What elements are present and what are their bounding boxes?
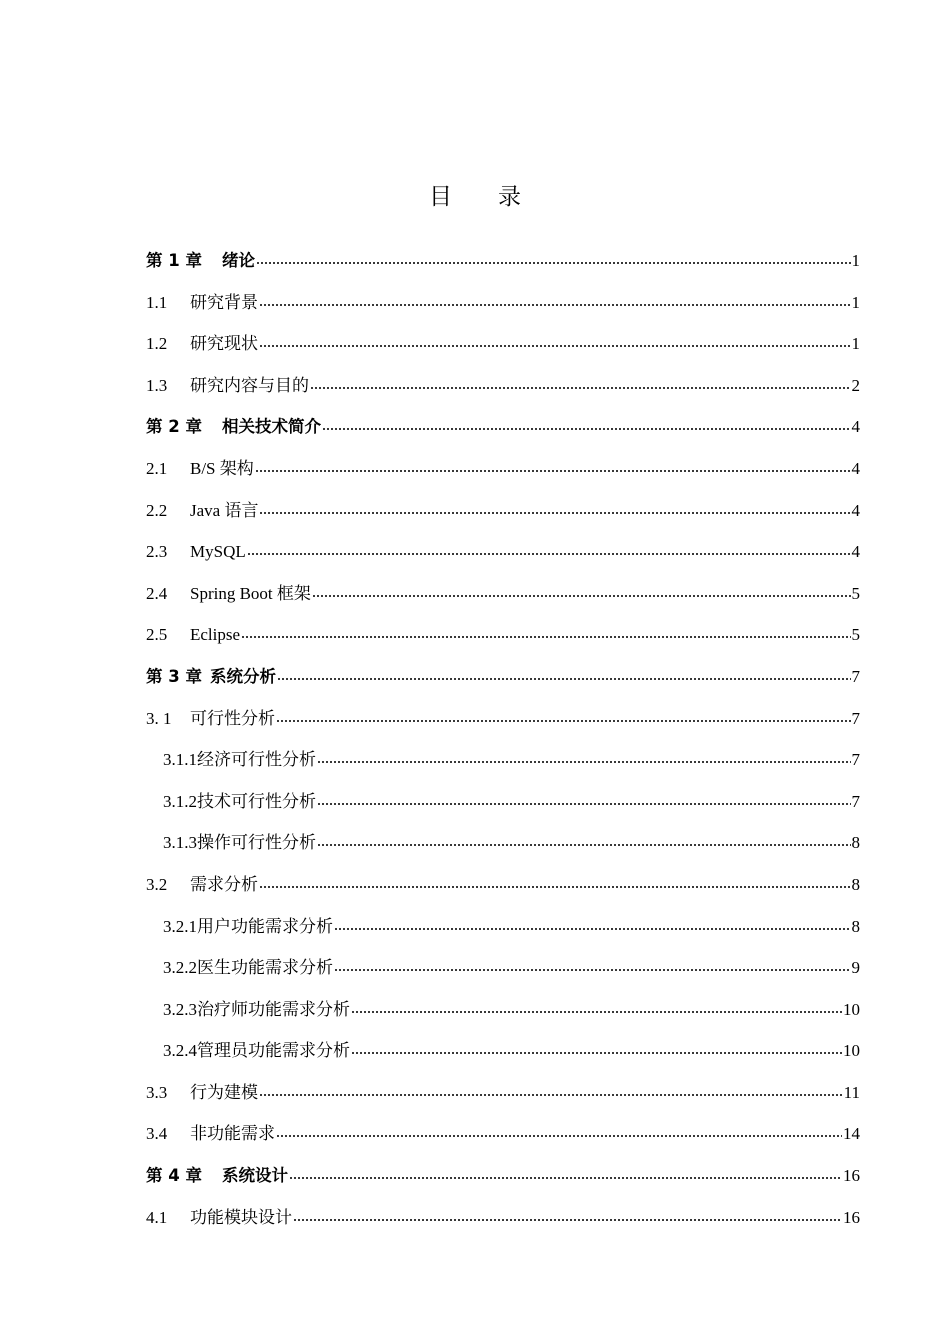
toc-dot-leader bbox=[293, 1218, 842, 1222]
toc-entry[interactable] bbox=[146, 240, 860, 282]
toc-dot-leader bbox=[312, 594, 851, 598]
toc-entry-title: 非功能需求 bbox=[190, 1124, 275, 1144]
toc-dot-leader bbox=[247, 552, 851, 556]
toc-entry[interactable] bbox=[146, 1197, 860, 1239]
toc-entry-number: 第 3 章 bbox=[146, 666, 202, 686]
toc-entry-number: 3.3 bbox=[146, 1082, 168, 1102]
toc-page-number: 8 bbox=[851, 874, 860, 894]
toc-page-number: 4 bbox=[851, 542, 860, 562]
toc-entry-number: 4.1 bbox=[146, 1207, 168, 1227]
toc-entry-title: MySQL bbox=[190, 542, 246, 562]
toc-entry-title: 研究现状 bbox=[190, 334, 258, 354]
toc-page-number: 11 bbox=[843, 1082, 860, 1102]
toc-dot-leader bbox=[317, 843, 851, 847]
toc-entry-title: 医生功能需求分析 bbox=[197, 958, 333, 978]
toc-dot-leader bbox=[259, 885, 851, 889]
toc-dot-leader bbox=[317, 760, 851, 764]
toc-dot-leader bbox=[259, 1093, 843, 1097]
toc-entry-title: Spring Boot 框架 bbox=[190, 583, 311, 603]
toc-entry[interactable] bbox=[146, 282, 860, 324]
toc-entry[interactable] bbox=[146, 406, 860, 448]
toc-dot-leader bbox=[351, 1051, 842, 1055]
toc-entry-title: 可行性分析 bbox=[190, 708, 275, 728]
toc-entry[interactable] bbox=[146, 490, 860, 532]
toc-entry[interactable] bbox=[146, 781, 860, 823]
toc-page-number: 7 bbox=[851, 666, 860, 686]
toc-page-number: 8 bbox=[851, 833, 860, 853]
toc-page-number: 1 bbox=[851, 292, 860, 312]
toc-entry-title: 经济可行性分析 bbox=[197, 750, 316, 770]
toc-entry[interactable] bbox=[146, 573, 860, 615]
toc-entry-number: 3. 1 bbox=[146, 708, 172, 728]
toc-entry-title: 行为建模 bbox=[190, 1082, 258, 1102]
toc-entry-number: 3.2.3 bbox=[163, 999, 197, 1019]
toc-page-number: 16 bbox=[843, 1166, 860, 1186]
toc-entry-title: Eclipse bbox=[190, 625, 241, 645]
toc-page-number: 5 bbox=[851, 583, 860, 603]
toc-entry-number: 3.1.2 bbox=[163, 791, 197, 811]
toc-dot-leader bbox=[255, 469, 851, 473]
toc-dot-leader bbox=[256, 261, 851, 265]
toc-page-number: 4 bbox=[851, 500, 860, 520]
toc-entry-number: 2.3 bbox=[146, 542, 168, 562]
toc-entry-title: 技术可行性分析 bbox=[197, 791, 316, 811]
toc-entry[interactable] bbox=[146, 864, 860, 906]
toc-page-number: 7 bbox=[851, 708, 860, 728]
table-of-contents bbox=[146, 240, 860, 1238]
toc-entry-number: 3.4 bbox=[146, 1124, 168, 1144]
toc-entry-title: 研究内容与目的 bbox=[190, 375, 309, 395]
toc-entry-number: 1.2 bbox=[146, 334, 168, 354]
toc-entry[interactable] bbox=[146, 1030, 860, 1072]
toc-entry-number: 第 2 章 bbox=[146, 417, 202, 437]
toc-entry-number: 2.1 bbox=[146, 458, 168, 478]
toc-page-number: 5 bbox=[851, 625, 860, 645]
toc-entry[interactable] bbox=[146, 656, 860, 698]
toc-entry-title: 相关技术简介 bbox=[221, 417, 321, 437]
toc-page-number: 7 bbox=[851, 750, 860, 770]
toc-entry-number: 2.4 bbox=[146, 583, 168, 603]
toc-page-number: 16 bbox=[843, 1207, 860, 1227]
toc-entry-title: B/S 架构 bbox=[190, 458, 254, 478]
toc-entry[interactable] bbox=[146, 448, 860, 490]
toc-page-number: 2 bbox=[851, 375, 860, 395]
toc-entry-title: Java 语言 bbox=[190, 500, 259, 520]
toc-entry-number: 3.1.1 bbox=[163, 750, 197, 770]
toc-entry-title: 操作可行性分析 bbox=[197, 833, 316, 853]
toc-dot-leader bbox=[277, 677, 851, 681]
toc-entry-number: 3.2.4 bbox=[163, 1041, 197, 1061]
toc-entry-number: 3.2.1 bbox=[163, 916, 197, 936]
toc-entry[interactable] bbox=[146, 1072, 860, 1114]
toc-entry[interactable] bbox=[146, 614, 860, 656]
toc-entry-number: 第 1 章 bbox=[146, 251, 202, 270]
toc-entry-title: 系统设计 bbox=[221, 1166, 288, 1186]
toc-entry-title: 需求分析 bbox=[190, 874, 258, 894]
toc-entry-number: 1.1 bbox=[146, 292, 168, 312]
toc-entry[interactable] bbox=[146, 989, 860, 1031]
toc-page-number: 1 bbox=[851, 251, 860, 270]
toc-page-number: 1 bbox=[851, 334, 860, 354]
toc-dot-leader bbox=[259, 303, 851, 307]
toc-dot-leader bbox=[276, 1134, 842, 1138]
toc-page-number: 4 bbox=[851, 458, 860, 478]
toc-dot-leader bbox=[259, 344, 851, 348]
toc-page-number: 4 bbox=[851, 417, 860, 437]
toc-entry-title: 管理员功能需求分析 bbox=[197, 1041, 350, 1061]
toc-dot-leader bbox=[317, 802, 851, 806]
toc-entry-number: 3.2 bbox=[146, 874, 168, 894]
toc-page-number: 7 bbox=[851, 791, 860, 811]
toc-entry[interactable] bbox=[146, 323, 860, 365]
toc-entry-number: 第 4 章 bbox=[146, 1166, 202, 1186]
toc-dot-leader bbox=[276, 719, 851, 723]
toc-entry-number: 3.1.3 bbox=[163, 833, 197, 853]
toc-entry-number: 2.2 bbox=[146, 500, 168, 520]
toc-page-number: 10 bbox=[843, 999, 860, 1019]
toc-entry-title: 治疗师功能需求分析 bbox=[197, 999, 350, 1019]
toc-entry-title: 用户功能需求分析 bbox=[197, 916, 333, 936]
toc-page-number: 14 bbox=[843, 1124, 860, 1144]
toc-dot-leader bbox=[334, 968, 851, 972]
toc-entry-title: 系统分析 bbox=[209, 666, 276, 686]
toc-entry[interactable] bbox=[146, 822, 860, 864]
toc-entry-number: 1.3 bbox=[146, 375, 168, 395]
toc-dot-leader bbox=[351, 1010, 842, 1014]
toc-entry-number: 3.2.2 bbox=[163, 958, 197, 978]
toc-entry-number: 2.5 bbox=[146, 625, 168, 645]
toc-dot-leader bbox=[334, 927, 851, 931]
toc-page-number: 10 bbox=[843, 1041, 860, 1061]
toc-entry[interactable] bbox=[146, 698, 860, 740]
toc-entry[interactable] bbox=[146, 365, 860, 407]
toc-entry[interactable] bbox=[146, 1113, 860, 1155]
toc-entry[interactable] bbox=[146, 906, 860, 948]
toc-entry[interactable] bbox=[146, 947, 860, 989]
toc-dot-leader bbox=[241, 635, 850, 639]
toc-dot-leader bbox=[259, 511, 850, 515]
toc-entry[interactable] bbox=[146, 739, 860, 781]
toc-entry-title: 绪论 bbox=[221, 251, 255, 270]
toc-entry-title: 研究背景 bbox=[190, 292, 258, 312]
toc-dot-leader bbox=[289, 1176, 842, 1180]
toc-dot-leader bbox=[310, 386, 851, 390]
page-title: 目 录 bbox=[429, 184, 521, 210]
toc-page-number: 8 bbox=[851, 916, 860, 936]
toc-entry-title: 功能模块设计 bbox=[190, 1207, 292, 1227]
toc-entry[interactable] bbox=[146, 531, 860, 573]
toc-page-number: 9 bbox=[851, 958, 860, 978]
toc-entry[interactable] bbox=[146, 1155, 860, 1197]
toc-dot-leader bbox=[322, 427, 851, 431]
